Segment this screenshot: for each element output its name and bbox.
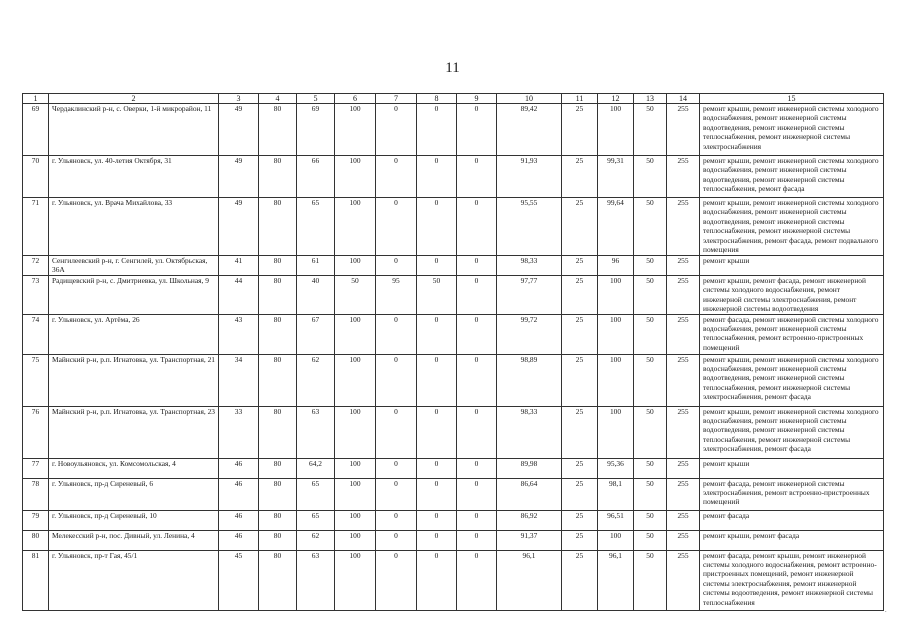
table-row [23, 458, 884, 478]
value-cell: 0 [417, 256, 457, 276]
works-cell: ремонт фасада, ремонт крыши, ремонт инженерной системы холодного водоснабжения, ремонт встроенно-пристроенных помещений, ремонт инженерной системы электроснабжения, ремонт инженерной системы водоотведения, ремонт инженерной системы теплоснабжения [700, 550, 884, 610]
header-row [23, 94, 884, 104]
value-cell: 0 [417, 156, 457, 198]
value-cell: 0 [457, 458, 497, 478]
value-cell: 63 [297, 550, 335, 610]
value-cell: 255 [667, 458, 700, 478]
value-cell: 0 [457, 354, 497, 406]
value-cell: 80 [259, 314, 297, 354]
address-cell: г. Ульяновск, ул. Врача Михайлова, 33 [49, 198, 219, 256]
table-row [23, 478, 884, 510]
value-cell: 98,33 [497, 406, 562, 458]
address-cell: Мелекесский р-н, пос. Дивный, ул. Ленина, 4 [49, 530, 219, 550]
value-cell: 0 [417, 104, 457, 156]
address-cell: г. Новоульяновск, ул. Комсомольская, 4 [49, 458, 219, 478]
value-cell: 0 [376, 354, 417, 406]
value-cell: 41 [219, 256, 259, 276]
column-header: 5 [297, 94, 335, 104]
value-cell: 25 [562, 478, 598, 510]
value-cell: 0 [376, 198, 417, 256]
value-cell: 255 [667, 354, 700, 406]
value-cell: 99,31 [598, 156, 634, 198]
value-cell: 100 [598, 104, 634, 156]
value-cell: 255 [667, 156, 700, 198]
works-cell: ремонт крыши, ремонт фасада [700, 530, 884, 550]
row-number: 73 [23, 276, 49, 315]
value-cell: 255 [667, 530, 700, 550]
value-cell: 96,1 [598, 550, 634, 610]
value-cell: 255 [667, 256, 700, 276]
table-row [23, 198, 884, 256]
value-cell: 46 [219, 478, 259, 510]
value-cell: 50 [634, 156, 667, 198]
value-cell: 100 [335, 198, 376, 256]
value-cell: 0 [457, 406, 497, 458]
value-cell: 100 [598, 354, 634, 406]
value-cell: 80 [259, 256, 297, 276]
column-header: 15 [700, 94, 884, 104]
value-cell: 67 [297, 314, 335, 354]
value-cell: 255 [667, 478, 700, 510]
value-cell: 25 [562, 354, 598, 406]
value-cell: 96,1 [497, 550, 562, 610]
works-cell: ремонт фасада [700, 510, 884, 530]
value-cell: 255 [667, 314, 700, 354]
value-cell: 99,64 [598, 198, 634, 256]
value-cell: 80 [259, 104, 297, 156]
value-cell: 0 [417, 550, 457, 610]
value-cell: 98,33 [497, 256, 562, 276]
value-cell: 100 [335, 104, 376, 156]
works-cell: ремонт крыши, ремонт инженерной системы холодного водоснабжения, ремонт инженерной системы водоотведения, ремонт инженерной системы теплоснабжения, ремонт инженерной системы электроснабжения, ремонт фасада [700, 354, 884, 406]
column-header: 2 [49, 94, 219, 104]
value-cell: 0 [376, 478, 417, 510]
value-cell: 65 [297, 510, 335, 530]
value-cell: 97,77 [497, 276, 562, 315]
address-cell: Радищевский р-н, с. Дмитриевка, ул. Школьная, 9 [49, 276, 219, 315]
value-cell: 50 [634, 406, 667, 458]
value-cell: 89,98 [497, 458, 562, 478]
value-cell: 100 [335, 156, 376, 198]
row-number: 76 [23, 406, 49, 458]
value-cell: 96 [598, 256, 634, 276]
value-cell: 86,64 [497, 478, 562, 510]
value-cell: 80 [259, 458, 297, 478]
value-cell: 25 [562, 256, 598, 276]
value-cell: 0 [457, 550, 497, 610]
value-cell: 80 [259, 198, 297, 256]
value-cell: 25 [562, 406, 598, 458]
table-row [23, 530, 884, 550]
value-cell: 98,1 [598, 478, 634, 510]
value-cell: 0 [457, 256, 497, 276]
value-cell: 100 [598, 530, 634, 550]
value-cell: 66 [297, 156, 335, 198]
value-cell: 100 [335, 314, 376, 354]
value-cell: 100 [598, 314, 634, 354]
table-row [23, 104, 884, 156]
value-cell: 95 [376, 276, 417, 315]
value-cell: 0 [376, 550, 417, 610]
value-cell: 65 [297, 198, 335, 256]
address-cell: Майнский р-н, р.п. Игнатовка, ул. Транспортная, 23 [49, 406, 219, 458]
address-cell: г. Ульяновск, пр-т Гая, 45/1 [49, 550, 219, 610]
value-cell: 100 [335, 406, 376, 458]
works-cell: ремонт крыши, ремонт инженерной системы холодного водоснабжения, ремонт инженерной системы водоотведения, ремонт инженерной системы теплоснабжения, ремонт инженерной системы электроснабжения [700, 104, 884, 156]
value-cell: 0 [417, 530, 457, 550]
address-cell: Майнский р-н, р.п. Игнатовка, ул. Транспортная, 21 [49, 354, 219, 406]
value-cell: 80 [259, 550, 297, 610]
works-cell: ремонт крыши, ремонт инженерной системы холодного водоснабжения, ремонт инженерной системы водоотведения, ремонт инженерной системы теплоснабжения, ремонт фасада [700, 156, 884, 198]
column-header: 9 [457, 94, 497, 104]
row-number: 79 [23, 510, 49, 530]
value-cell: 0 [457, 478, 497, 510]
value-cell: 0 [376, 530, 417, 550]
works-cell: ремонт фасада, ремонт инженерной системы холодного водоснабжения, ремонт инженерной системы теплоснабжения, ремонт встроенно-пристроенных помещений [700, 314, 884, 354]
value-cell: 50 [634, 354, 667, 406]
value-cell: 100 [335, 530, 376, 550]
value-cell: 100 [335, 256, 376, 276]
value-cell: 80 [259, 478, 297, 510]
row-number: 70 [23, 156, 49, 198]
table-row [23, 406, 884, 458]
table-row [23, 276, 884, 315]
value-cell: 44 [219, 276, 259, 315]
value-cell: 0 [417, 198, 457, 256]
value-cell: 0 [417, 314, 457, 354]
value-cell: 0 [457, 156, 497, 198]
value-cell: 49 [219, 198, 259, 256]
value-cell: 0 [417, 406, 457, 458]
value-cell: 50 [634, 530, 667, 550]
value-cell: 46 [219, 530, 259, 550]
value-cell: 95,55 [497, 198, 562, 256]
value-cell: 50 [634, 314, 667, 354]
column-header: 4 [259, 94, 297, 104]
address-cell: г. Ульяновск, пр-д Сиреневый, 10 [49, 510, 219, 530]
value-cell: 46 [219, 510, 259, 530]
column-header: 7 [376, 94, 417, 104]
value-cell: 33 [219, 406, 259, 458]
value-cell: 25 [562, 198, 598, 256]
scan-artifact: · [884, 608, 887, 616]
row-number: 80 [23, 530, 49, 550]
value-cell: 0 [417, 458, 457, 478]
value-cell: 0 [376, 256, 417, 276]
value-cell: 50 [634, 550, 667, 610]
value-cell: 0 [376, 104, 417, 156]
value-cell: 0 [376, 314, 417, 354]
value-cell: 100 [335, 458, 376, 478]
table-row [23, 256, 884, 276]
value-cell: 80 [259, 530, 297, 550]
value-cell: 50 [634, 276, 667, 315]
value-cell: 80 [259, 510, 297, 530]
value-cell: 100 [335, 550, 376, 610]
value-cell: 64,2 [297, 458, 335, 478]
value-cell: 100 [598, 406, 634, 458]
value-cell: 100 [335, 354, 376, 406]
column-header: 13 [634, 94, 667, 104]
value-cell: 80 [259, 354, 297, 406]
row-number: 69 [23, 104, 49, 156]
repair-program-table [22, 93, 884, 611]
value-cell: 61 [297, 256, 335, 276]
row-number: 77 [23, 458, 49, 478]
value-cell: 25 [562, 156, 598, 198]
value-cell: 91,93 [497, 156, 562, 198]
value-cell: 65 [297, 478, 335, 510]
value-cell: 25 [562, 530, 598, 550]
value-cell: 255 [667, 406, 700, 458]
row-number: 72 [23, 256, 49, 276]
value-cell: 0 [376, 510, 417, 530]
works-cell: ремонт крыши, ремонт фасада, ремонт инженерной системы холодного водоснабжения, ремонт инженерной системы электроснабжения, ремонт инженерной системы водоотведения [700, 276, 884, 315]
address-cell: г. Ульяновск, ул. Артёма, 26 [49, 314, 219, 354]
address-cell: г. Ульяновск, пр-д Сиреневый, 6 [49, 478, 219, 510]
value-cell: 0 [457, 314, 497, 354]
value-cell: 100 [598, 276, 634, 315]
address-cell: Чердаклинский р-н, с. Оверки, 1-й микрорайон, 11 [49, 104, 219, 156]
value-cell: 91,37 [497, 530, 562, 550]
address-cell: г. Ульяновск, ул. 40-летия Октября, 31 [49, 156, 219, 198]
table-row [23, 510, 884, 530]
value-cell: 40 [297, 276, 335, 315]
value-cell: 25 [562, 104, 598, 156]
value-cell: 0 [417, 478, 457, 510]
value-cell: 25 [562, 550, 598, 610]
value-cell: 99,72 [497, 314, 562, 354]
value-cell: 50 [335, 276, 376, 315]
column-header: 3 [219, 94, 259, 104]
value-cell: 80 [259, 156, 297, 198]
value-cell: 255 [667, 104, 700, 156]
value-cell: 80 [259, 406, 297, 458]
value-cell: 49 [219, 156, 259, 198]
value-cell: 95,36 [598, 458, 634, 478]
value-cell: 0 [457, 510, 497, 530]
column-header: 12 [598, 94, 634, 104]
table-row [23, 550, 884, 610]
value-cell: 45 [219, 550, 259, 610]
value-cell: 0 [457, 530, 497, 550]
value-cell: 96,51 [598, 510, 634, 530]
page-number: 11 [445, 60, 460, 76]
value-cell: 255 [667, 550, 700, 610]
table-row [23, 314, 884, 354]
value-cell: 0 [417, 354, 457, 406]
value-cell: 86,92 [497, 510, 562, 530]
column-header: 14 [667, 94, 700, 104]
value-cell: 25 [562, 314, 598, 354]
value-cell: 89,42 [497, 104, 562, 156]
column-header: 10 [497, 94, 562, 104]
value-cell: 0 [376, 156, 417, 198]
value-cell: 34 [219, 354, 259, 406]
value-cell: 50 [634, 198, 667, 256]
value-cell: 50 [634, 104, 667, 156]
works-cell: ремонт крыши, ремонт инженерной системы холодного водоснабжения, ремонт инженерной системы водоотведения, ремонт инженерной системы теплоснабжения, ремонт инженерной системы электроснабжения, ремонт фасада, ремонт подвального помещения [700, 198, 884, 256]
value-cell: 49 [219, 104, 259, 156]
value-cell: 50 [634, 256, 667, 276]
value-cell: 80 [259, 276, 297, 315]
works-cell: ремонт крыши, ремонт инженерной системы холодного водоснабжения, ремонт инженерной системы водоотведения, ремонт инженерной системы теплоснабжения, ремонт инженерной системы электроснабжения, ремонт фасада [700, 406, 884, 458]
value-cell: 0 [457, 276, 497, 315]
value-cell: 50 [634, 458, 667, 478]
column-header: 8 [417, 94, 457, 104]
value-cell: 255 [667, 198, 700, 256]
value-cell: 0 [376, 458, 417, 478]
row-number: 81 [23, 550, 49, 610]
row-number: 78 [23, 478, 49, 510]
column-header: 6 [335, 94, 376, 104]
value-cell: 0 [376, 406, 417, 458]
value-cell: 25 [562, 510, 598, 530]
works-cell: ремонт крыши [700, 458, 884, 478]
value-cell: 100 [335, 478, 376, 510]
works-cell: ремонт крыши [700, 256, 884, 276]
column-header: 1 [23, 94, 49, 104]
row-number: 75 [23, 354, 49, 406]
row-number: 71 [23, 198, 49, 256]
value-cell: 255 [667, 276, 700, 315]
value-cell: 98,89 [497, 354, 562, 406]
value-cell: 43 [219, 314, 259, 354]
value-cell: 63 [297, 406, 335, 458]
value-cell: 0 [457, 198, 497, 256]
value-cell: 25 [562, 458, 598, 478]
value-cell: 100 [335, 510, 376, 530]
value-cell: 0 [417, 510, 457, 530]
value-cell: 255 [667, 510, 700, 530]
value-cell: 46 [219, 458, 259, 478]
address-cell: Сенгилеевский р-н, г. Сенгилей, ул. Октябрьская, 36А [49, 256, 219, 276]
value-cell: 50 [634, 510, 667, 530]
value-cell: 62 [297, 530, 335, 550]
column-header: 11 [562, 94, 598, 104]
value-cell: 0 [457, 104, 497, 156]
value-cell: 50 [634, 478, 667, 510]
table-row [23, 354, 884, 406]
value-cell: 25 [562, 276, 598, 315]
value-cell: 69 [297, 104, 335, 156]
row-number: 74 [23, 314, 49, 354]
works-cell: ремонт фасада, ремонт инженерной системы электроснабжения, ремонт встроенно-пристроенных помещений [700, 478, 884, 510]
value-cell: 62 [297, 354, 335, 406]
table-row [23, 156, 884, 198]
value-cell: 50 [417, 276, 457, 315]
